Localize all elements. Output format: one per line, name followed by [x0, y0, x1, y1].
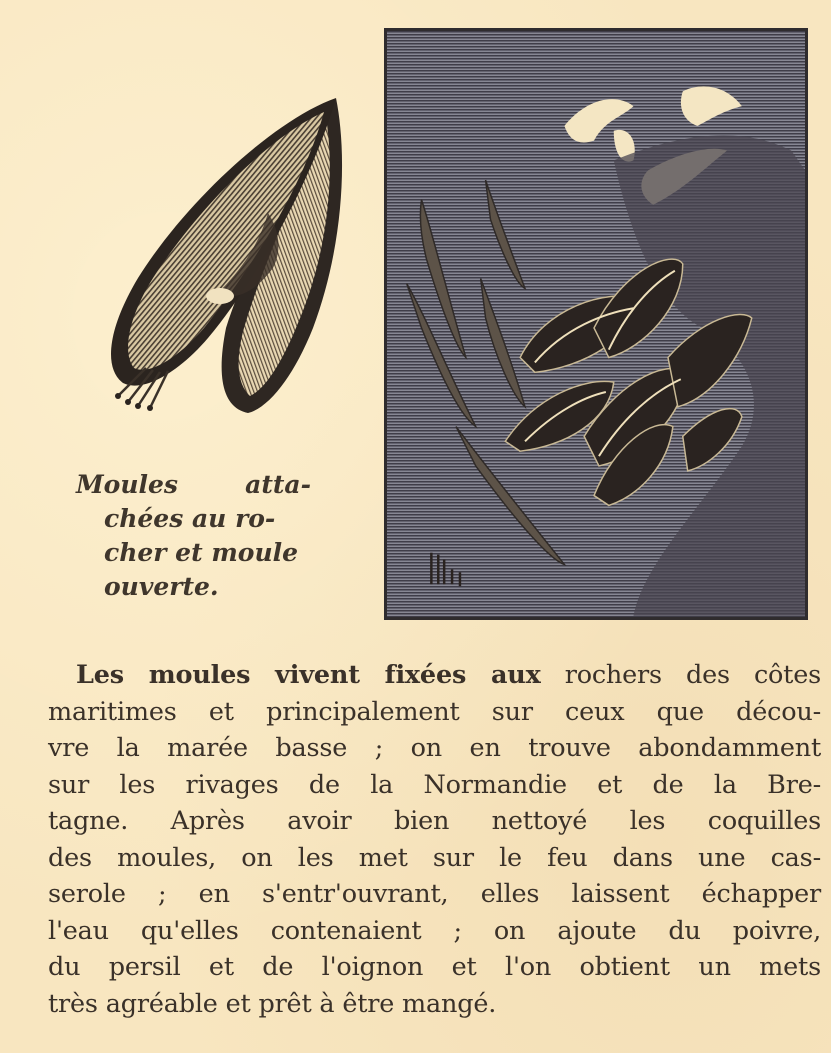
paragraph-line: tagne. Après avoir bien nettoyé les coquilles: [48, 806, 821, 836]
paragraph-line: sur les rivages de la Normandie et de la Bre-: [48, 769, 821, 800]
caption-line: cher et moule: [104, 538, 299, 567]
paragraph-line: maritimes et principalement sur ceux que décou-: [48, 696, 821, 727]
mussel-cluster-icon: [387, 31, 805, 617]
lead-text: Les moules vivent fixées aux: [76, 660, 541, 690]
mussel-open-icon: [98, 78, 348, 423]
paragraph-line: des moules, on les met sur le feu dans une cas-: [48, 842, 821, 873]
paragraph-line: l'eau qu'elles contenaient ; on ajoute du poivre,: [48, 915, 821, 946]
open-mussel-illustration: [98, 78, 348, 423]
paragraph-line: [48, 657, 821, 694]
paragraph-line: très agréable et prêt à être mangé.: [48, 988, 497, 1019]
caption-line: Moules atta-: [76, 470, 311, 499]
artist-signature: [431, 553, 460, 587]
article-paragraph: [48, 657, 821, 1022]
paragraph-line: serole ; en s'entr'ouvrant, elles laissent échapper: [48, 879, 821, 909]
paragraph-line: du persil et de l'oignon et l'on obtient un mets: [48, 952, 821, 982]
paragraph-line: vre la marée basse ; on en trouve abondamment: [48, 733, 821, 763]
mussels-on-rock-illustration: [384, 28, 808, 620]
caption-line: chées au ro-: [104, 504, 276, 533]
figure-caption: [76, 468, 311, 604]
line-text: rochers des côtes: [540, 660, 821, 690]
caption-line: ouverte.: [104, 572, 219, 601]
